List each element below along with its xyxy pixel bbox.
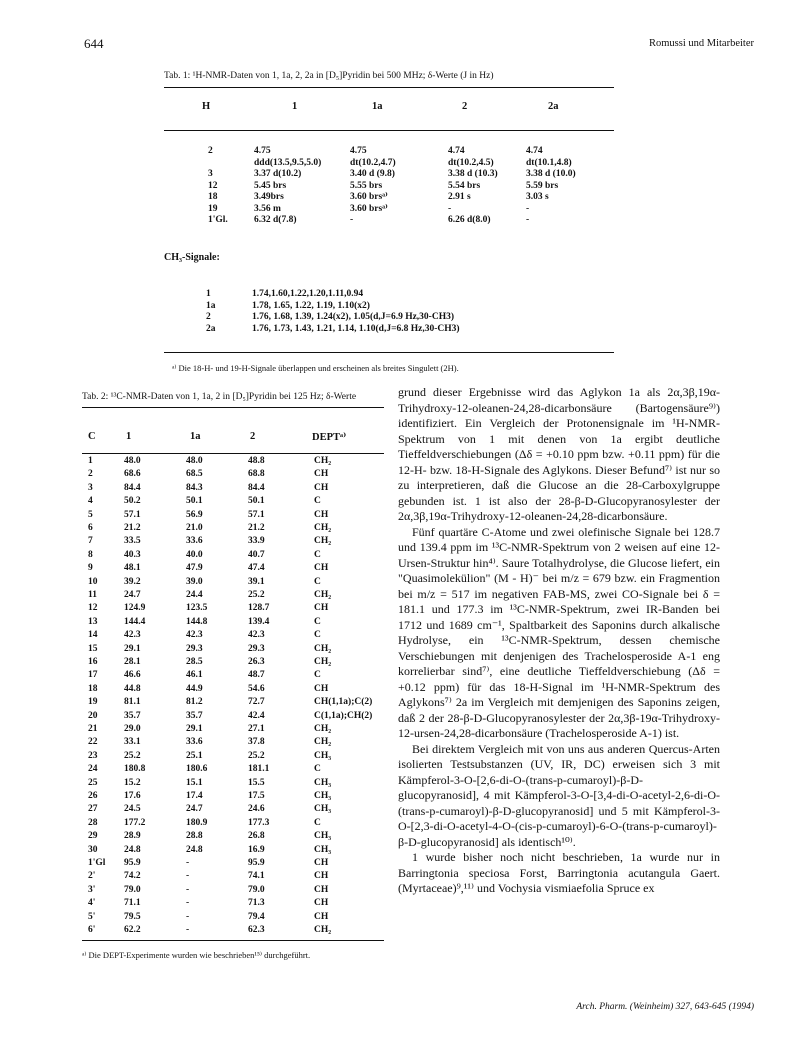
table1-cell: 4.74	[448, 146, 465, 156]
table2-row	[82, 617, 384, 628]
table2-row	[82, 764, 384, 775]
table2-cell: 21.2	[248, 523, 265, 533]
table2-cell: 18	[88, 683, 98, 694]
table1-cell: 3.40 d (9.8)	[350, 169, 395, 179]
table2-cell: CH₃	[314, 777, 332, 788]
table2-cell: 25.2	[248, 590, 265, 600]
table1-ch3-compound: 1	[206, 289, 211, 299]
table2-cell: -	[186, 925, 190, 935]
table2-cell: 181.1	[248, 764, 270, 775]
table1-row	[150, 181, 620, 192]
table2-cell: 95.9	[248, 858, 265, 868]
table2-cell: 15.1	[186, 777, 203, 788]
table1-cell: 2	[208, 146, 213, 156]
table1-cell: dt(10.1,4.8)	[526, 157, 572, 168]
table2-cell: 29.0	[124, 724, 141, 734]
table2-cell: 39.0	[186, 576, 203, 587]
table2-cell: 81.2	[186, 697, 203, 708]
table2-row	[82, 724, 384, 735]
table2-row	[82, 711, 384, 722]
table2-cell: 29	[88, 831, 98, 842]
journal-citation: Arch. Pharm. (Weinheim) 327, 643-645 (1994)	[576, 1002, 754, 1012]
table2-cell: 11	[88, 590, 97, 600]
table1-cell: 4.75	[350, 146, 367, 156]
table2-cell: 2	[88, 469, 93, 480]
table1-ch3-row	[150, 324, 620, 335]
table2-cell: 17	[88, 670, 98, 681]
table2-cell: C	[314, 670, 321, 681]
table2-cell: CH₂	[314, 737, 332, 748]
table2-cell: 44.9	[186, 683, 203, 694]
table2-cell: 40.0	[186, 549, 203, 560]
table2-cell: 42.4	[248, 710, 265, 721]
table2-cell: 68.5	[186, 469, 203, 480]
table1-header-1: 1	[292, 101, 298, 112]
table1-row	[150, 215, 620, 226]
table2-cell: 25.2	[248, 750, 265, 761]
table1-cell: 1'Gl.	[208, 215, 228, 225]
table2-cell: CH₂	[314, 724, 332, 734]
table2-cell: 23	[88, 750, 98, 761]
table2-cell: 50.1	[186, 496, 203, 507]
table1-header-rule	[164, 130, 614, 131]
table2-cell: 21.0	[186, 523, 203, 533]
table2-cell: 180.8	[124, 764, 146, 775]
table2-cell: 48.0	[124, 456, 141, 466]
body-paragraph: Fünf quartäre C-Atome und zwei olefinische Signale bei 128.7 und 139.4 ppm im ¹³C-NMR-Spektrum von 2 weisen auf eine 12-Ursen-Struktur hin⁴⁾. Saure Totalhydrolyse, die Glucose liefert, ein "Quasimolekülion" (M - H)⁻ bei m/z = 679 bzw. ein Fragmention bei m/z = 517 im negativen FAB-MS, zwei CO-Signale bei δ = 181.1 und 177.3 im ¹³C-NMR-Spektrum, zwei IR-Banden bei 1712 und 1689 cm⁻¹, Spaltbarkeit des Saponins durch alkalische Hydrolyse, ein ¹³C-NMR-Spektrum, dessen chemische Verschiebungen mit denjenigen des Trachelosperoside A-1 eng korrelierbar sind⁷⁾, eine deutliche Tieffeldverschiebung (Δδ = +0.12 ppm) für das 18-H-Signal im ¹H-NMR-Spektrum des Aglykons⁷⁾ 2a im Vergleich mit demjenigen des Saponins zeigen, daß 2 der 28-β-D-Glucopyranosylester der 2α,3β-19α-Trihydroxy-12-ursen-24,28-dicarbonsäure (Trachelosperoside A-1) ist.	[398, 524, 720, 740]
table2-cell: 12	[88, 603, 98, 614]
table2-cell: 177.3	[248, 817, 270, 828]
table2-cell: CH₃	[314, 831, 332, 842]
table2-row	[82, 751, 384, 762]
table1-bottom-rule	[164, 352, 614, 353]
table2-row	[82, 523, 384, 534]
table2-cell: -	[186, 871, 190, 882]
table2-row	[82, 925, 384, 936]
table2-row	[82, 697, 384, 708]
table1-ch3-values: 1.78, 1.65, 1.22, 1.19, 1.10(x2)	[252, 300, 370, 311]
table2-header-2: 2	[250, 431, 256, 442]
table2-cell: 74.1	[248, 871, 265, 882]
table1-cell: 3	[208, 169, 213, 179]
table2-cell: 33.9	[248, 536, 265, 547]
table2-cell: 26.3	[248, 657, 265, 667]
table1-cell: 3.60 brsᵃ⁾	[350, 192, 388, 202]
table2-cell: 48.1	[124, 563, 141, 574]
table2-row	[82, 804, 384, 815]
table1-cell: dt(10.2,4.5)	[448, 157, 494, 168]
table1-header-h: H	[202, 101, 211, 112]
table1-cell: 3.49brs	[254, 192, 284, 202]
table2-row	[82, 469, 384, 480]
table2-cell: 84.3	[186, 482, 203, 493]
table2-cell: CH₂	[314, 536, 332, 547]
table2-cell: 29.3	[186, 643, 203, 654]
table2-row	[82, 737, 384, 748]
table2-cell: 24.7	[186, 804, 203, 815]
table2-cell: 24	[88, 764, 98, 775]
table2-cell: 95.9	[124, 858, 141, 868]
table1-footnote: ᵃ⁾ Die 18-H- und 19-H-Signale überlappen und erscheinen als breites Singulett (2H).	[172, 363, 459, 373]
table2-cell: CH₃	[314, 844, 332, 855]
table2-cell: 17.5	[248, 791, 265, 801]
table2-cell: CH₂	[314, 657, 332, 667]
table2-cell: 29.3	[248, 643, 265, 654]
table2-cell: 17.4	[186, 791, 203, 801]
table2-cell: 84.4	[124, 482, 141, 493]
table2-cell: 57.1	[248, 509, 265, 520]
table2-cell: 57.1	[124, 509, 141, 520]
table2-row	[82, 536, 384, 547]
table1-ch3-values: 1.76, 1.68, 1.39, 1.24(x2), 1.05(d,J=6.9 Hz,30-CH3)	[252, 312, 454, 322]
table2-cell: CH(1,1a);C(2)	[314, 697, 373, 708]
table2-cell: 7	[88, 536, 93, 547]
table1-header-1a: 1a	[372, 101, 383, 112]
table1-ch3-values: 1.74,1.60,1.22,1.20,1.11,0.94	[252, 289, 364, 299]
table1-cell: 4.74	[526, 146, 543, 156]
table2-cell: 71.3	[248, 898, 265, 909]
table1-cell: 3.38 d (10.0)	[526, 169, 576, 179]
table1-top-rule	[164, 87, 614, 88]
running-title: Romussi und Mitarbeiter	[649, 38, 754, 49]
table2-cell: C(1,1a);CH(2)	[314, 710, 373, 721]
table2-row	[82, 483, 384, 494]
table2-cell: 48.0	[186, 456, 203, 466]
table2-cell: 29.1	[124, 643, 141, 654]
table2-cell: CH₂	[314, 456, 332, 466]
table2-cell: 33.1	[124, 737, 141, 748]
table2-cell: 28.9	[124, 831, 141, 842]
table1-ch3-row	[150, 312, 620, 323]
table2-row	[82, 778, 384, 789]
table1-cell: 3.37 d(10.2)	[254, 169, 302, 179]
table2-cell: 28	[88, 817, 98, 828]
body-paragraph: 1 wurde bisher noch nicht beschrieben, 1a wurde nur in Barringtonia speciosa Forst, Barringtonia acutangula Gaert. (Myrtaceae)⁹,¹¹⁾ und Vochysia vismiaefolia Spruce ex	[398, 850, 720, 895]
table2-cell: 24.4	[186, 590, 203, 600]
table2-cell: 6	[88, 523, 93, 533]
table1-cell: -	[350, 215, 354, 225]
table2-header-rule	[82, 453, 384, 454]
table2-cell: CH₂	[314, 925, 332, 935]
table1-row	[150, 204, 620, 215]
table2-cell: C	[314, 549, 321, 560]
table1-cell: 5.54 brs	[448, 180, 481, 191]
table2-cell: 15	[88, 643, 98, 654]
table1-cell: 3.03 s	[526, 192, 549, 202]
table2-cell: CH₃	[314, 750, 332, 761]
table2-cell: 79.0	[248, 884, 265, 895]
table2-cell: 39.1	[248, 576, 265, 587]
table2-cell: 56.9	[186, 509, 203, 520]
table1-caption: Tab. 1: ¹H-NMR-Daten von 1, 1a, 2, 2a in [D₅]Pyridin bei 500 MHz; δ-Werte (J in Hz)	[164, 71, 494, 81]
table2-cell: CH₂	[314, 590, 332, 600]
table2-row	[82, 496, 384, 507]
table1-cell: 6.26 d(8.0)	[448, 215, 491, 225]
table1-cell: -	[526, 215, 530, 225]
table2-cell: 68.8	[248, 469, 265, 480]
table2-cell: 27	[88, 804, 98, 815]
table2-cell: 54.6	[248, 683, 265, 694]
page-number: 644	[84, 36, 104, 51]
table2-cell: 26	[88, 791, 98, 801]
table2-cell: CH	[314, 469, 329, 480]
table2-cell: 72.7	[248, 697, 265, 708]
table1-ch3-values: 1.76, 1.73, 1.43, 1.21, 1.14, 1.10(d,J=6.8 Hz,30-CH3)	[252, 323, 460, 334]
table2-cell: 16.9	[248, 844, 265, 855]
table1-cell: 3.56 m	[254, 203, 281, 214]
table1-cell: -	[448, 203, 452, 214]
table2-cell: 50.2	[124, 496, 141, 507]
table1-cell: 2.91 s	[448, 192, 471, 202]
table2-cell: 24.7	[124, 590, 141, 600]
table2-row	[82, 630, 384, 641]
table2-cell: -	[186, 898, 190, 909]
table1-ch3-compound: 2	[206, 312, 211, 322]
table2-cell: CH	[314, 683, 329, 694]
table2-header-1: 1	[126, 431, 132, 442]
table2-cell: CH₃	[314, 804, 332, 815]
table2-cell: 48.8	[248, 456, 265, 466]
table2-row	[82, 670, 384, 681]
table2-header-c: C	[88, 431, 96, 442]
table2-cell: 33.5	[124, 536, 141, 547]
table2-cell: 9	[88, 563, 93, 574]
table2-cell: 46.6	[124, 670, 141, 681]
table2-cell: 24.8	[124, 844, 141, 855]
table2-cell: 33.6	[186, 536, 203, 547]
table2-row	[82, 885, 384, 896]
body-text-column	[398, 385, 720, 897]
table2-cell: 25.2	[124, 750, 141, 761]
table2-row	[82, 456, 384, 467]
table2-cell: 28.1	[124, 657, 141, 667]
table1-ch3-compound: 2a	[206, 323, 216, 334]
table2-cell: 15.2	[124, 777, 141, 788]
table2-cell: 71.1	[124, 898, 141, 909]
table2-row	[82, 603, 384, 614]
table2-cell: 19	[88, 697, 98, 708]
table1-cell: 5.45 brs	[254, 180, 287, 191]
table2-cell: 21	[88, 724, 98, 734]
table1-cell: 3.60 brsᵃ⁾	[350, 203, 388, 214]
table1-ch3-row	[150, 301, 620, 312]
table2-row	[82, 871, 384, 882]
table2-cell: CH₃	[314, 791, 332, 801]
table2-cell: 79.0	[124, 884, 141, 895]
table1-cell: 12	[208, 180, 218, 191]
table2-cell: 128.7	[248, 603, 270, 614]
table2-cell: C	[314, 496, 321, 507]
table1-cell: 4.75	[254, 146, 271, 156]
table2-cell: CH	[314, 509, 329, 520]
table2-cell: 39.2	[124, 576, 141, 587]
table2-cell: 17.6	[124, 791, 141, 801]
table2-cell: 33.6	[186, 737, 203, 748]
table1-cell: 3.38 d (10.3)	[448, 169, 498, 179]
table1-row	[150, 192, 620, 203]
table2-cell: 30	[88, 844, 98, 855]
table2-cell: 180.6	[186, 764, 208, 775]
table2-cell: 24.6	[248, 804, 265, 815]
table2-cell: 5'	[88, 911, 96, 922]
table2-row	[82, 898, 384, 909]
table1-header-2: 2	[462, 101, 468, 112]
table1-ch3-row	[150, 289, 620, 300]
table2-cell: 15.5	[248, 777, 265, 788]
table2-cell: 50.1	[248, 496, 265, 507]
table2-cell: C	[314, 616, 321, 627]
table2-cell: 47.4	[248, 563, 265, 574]
table2-row	[82, 831, 384, 842]
table2-cell: 35.7	[124, 710, 141, 721]
table2-cell: 13	[88, 616, 98, 627]
table2-cell: C	[314, 764, 321, 775]
table2-cell: 44.8	[124, 683, 141, 694]
table2-cell: 3	[88, 482, 93, 493]
table2-cell: 22	[88, 737, 98, 748]
table2-cell: 139.4	[248, 616, 270, 627]
table2-cell: 62.3	[248, 925, 265, 935]
table2-cell: 25.1	[186, 750, 203, 761]
table2-cell: 8	[88, 549, 93, 560]
table2-row	[82, 684, 384, 695]
table2-row	[82, 550, 384, 561]
table1-header-2a: 2a	[548, 101, 559, 112]
table2-cell: 42.3	[186, 630, 203, 641]
table2-footnote: ᵃ⁾ Die DEPT-Experimente wurden wie beschrieben¹⁵⁾ durchgeführt.	[82, 950, 311, 960]
table2-cell: C	[314, 630, 321, 641]
table1-cell: 5.55 brs	[350, 180, 383, 191]
table2-cell: 47.9	[186, 563, 203, 574]
body-paragraph: grund dieser Ergebnisse wird das Aglykon 1a als 2α,3β,19α-Trihydroxy-12-oleanen-24,28-dicarbonsäure (Bartogensäure⁹⁾) identifiziert. Ein Vergleich der Protonensignale im ¹H-NMR-Spektrum von 1 mit denen von 1a ergibt deutliche Tieffeldverschiebungen (Δδ = +0.10 ppm bzw. +0.11 ppm) für die 12-H- bzw. 18-H-Signale des Aglykons. Dieser Befund⁷⁾ ist nur so zu interpretieren, daß die Glucose an die 28-Carboxylgruppe gebunden ist. 1 ist also der 28-β-D-Glucopyranosylester der 2α,3β,19α-Trihydroxy-12-oleanen-24,28-dicarbonsäure.	[398, 385, 720, 523]
table1-row	[150, 146, 620, 157]
table1-cell: 19	[208, 203, 218, 214]
table2-cell: 123.5	[186, 603, 208, 614]
table2-cell: 42.3	[124, 630, 141, 641]
table1-cell: ddd(13.5,9.5,5.0)	[254, 157, 322, 168]
table2-row	[82, 577, 384, 588]
table2-cell: 68.6	[124, 469, 141, 480]
table2-cell: 79.5	[124, 911, 141, 922]
table2-bottom-rule	[82, 940, 384, 941]
table2-cell: 177.2	[124, 817, 146, 828]
table2-cell: 28.5	[186, 657, 203, 667]
table2-row	[82, 644, 384, 655]
table2-cell: 27.1	[248, 724, 265, 734]
table2-cell: -	[186, 884, 190, 895]
table2-cell: 1'Gl	[88, 858, 106, 868]
table2-cell: 14	[88, 630, 98, 641]
table1-ch3-compound: 1a	[206, 300, 216, 311]
table2-cell: CH	[314, 482, 329, 493]
table2-cell: 21.2	[124, 523, 141, 533]
table1-cell: 5.59 brs	[526, 180, 559, 191]
table2-cell: 25	[88, 777, 98, 788]
table1-cell: 18	[208, 192, 218, 202]
table2-cell: CH	[314, 858, 329, 868]
table2-cell: 62.2	[124, 925, 141, 935]
table2-cell: 28.8	[186, 831, 203, 842]
table2-cell: CH	[314, 563, 329, 574]
table2-cell: C	[314, 576, 321, 587]
table2-cell: CH	[314, 911, 329, 922]
table2-cell: 10	[88, 576, 98, 587]
table2-cell: CH₂	[314, 643, 332, 654]
table2-cell: 74.2	[124, 871, 141, 882]
table1-cell: -	[526, 203, 530, 214]
body-paragraph: Bei direktem Vergleich mit von uns aus anderen Quercus-Arten isolierten Testsubstanzen (UV, IR, DC) erweisen sich 3 mit Kämpferol-3-O-[2,6-di-O-(trans-p-cumaroyl)-β-D-glucopyranosid], 4 mit Kämpferol-3-O-[3,4-di-O-acetyl-2,6-di-O-(trans-p-cumaroyl)-β-D-glucopyranosid] und 5 mit Kämpferol-3-O-[2,3-di-O-acetyl-4-O-(cis-p-cumaroyl)-6-O-(trans-p-cumaroyl)-β-D-glucopyranosid] als identisch¹⁰⁾.	[398, 741, 720, 849]
table2-row	[82, 657, 384, 668]
table2-row	[82, 563, 384, 574]
table2-row	[82, 845, 384, 856]
table2-cell: 79.4	[248, 911, 265, 922]
table2-cell: C	[314, 817, 321, 828]
table2-cell: 6'	[88, 925, 96, 935]
table2-cell: 29.1	[186, 724, 203, 734]
table2-cell: 24.5	[124, 804, 141, 815]
table2-cell: 5	[88, 509, 93, 520]
table2-header-dept: DEPTᵃ⁾	[312, 432, 347, 443]
table1-cell: dt(10.2,4.7)	[350, 157, 396, 168]
table2-row	[82, 510, 384, 521]
table2-row	[82, 912, 384, 923]
table2-cell: CH	[314, 884, 329, 895]
table1-cell: 6.32 d(7.8)	[254, 215, 297, 225]
table2-cell: 144.8	[186, 616, 208, 627]
table2-header-1a: 1a	[190, 431, 201, 442]
table2-cell: -	[186, 858, 190, 868]
table2-row	[82, 791, 384, 802]
table2-cell: 180.9	[186, 817, 208, 828]
table2-cell: 84.4	[248, 482, 265, 493]
table2-cell: CH	[314, 603, 329, 614]
table2-cell: 81.1	[124, 697, 141, 708]
table2-cell: 46.1	[186, 670, 203, 681]
table2-cell: 40.3	[124, 549, 141, 560]
table2-cell: CH₂	[314, 523, 332, 533]
table2-row	[82, 590, 384, 601]
table2-cell: 20	[88, 710, 98, 721]
table2-cell: 4	[88, 496, 93, 507]
table1-row	[150, 169, 620, 180]
table2-cell: 26.8	[248, 831, 265, 842]
table2-cell: 24.8	[186, 844, 203, 855]
table2-cell: CH	[314, 871, 329, 882]
table2-cell: 3'	[88, 884, 96, 895]
table2-cell: -	[186, 911, 190, 922]
table2-cell: 35.7	[186, 710, 203, 721]
table2-caption: Tab. 2: ¹³C-NMR-Daten von 1, 1a, 2 in [D₅]Pyridin bei 125 Hz; δ-Werte	[82, 392, 357, 402]
table1-row	[150, 158, 620, 169]
table2-cell: 42.3	[248, 630, 265, 641]
table2-row	[82, 858, 384, 869]
table2-cell: 144.4	[124, 616, 146, 627]
table2-cell: 124.9	[124, 603, 146, 614]
table2-cell: 37.8	[248, 737, 265, 748]
table2-cell: 1	[88, 456, 93, 466]
table2-cell: 48.7	[248, 670, 265, 681]
table1-ch3-label: CH₃-Signale:	[164, 252, 220, 263]
table2-cell: 16	[88, 657, 98, 667]
table2-row	[82, 818, 384, 829]
table2-cell: 2'	[88, 871, 96, 882]
table2-cell: CH	[314, 898, 329, 909]
table2-cell: 4'	[88, 898, 96, 909]
table2-top-rule	[82, 407, 384, 408]
table2-cell: 40.7	[248, 549, 265, 560]
